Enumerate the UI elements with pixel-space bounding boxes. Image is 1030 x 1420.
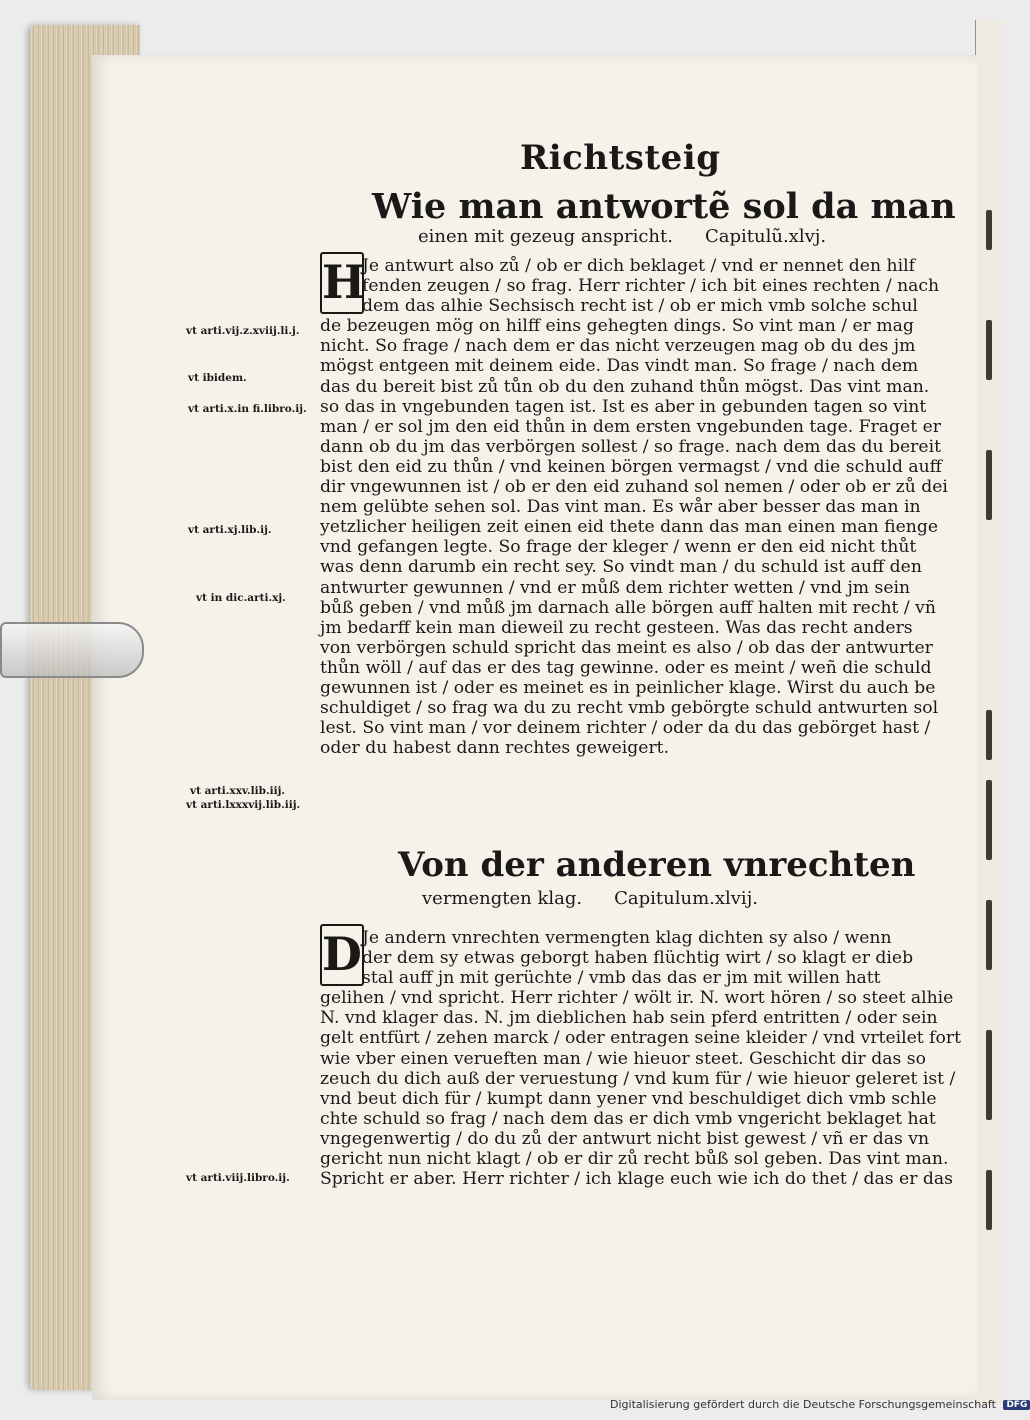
text-line: fenden zeugen / so frag. Herr richter / ich bit eines rechten / nach xyxy=(362,276,940,297)
text-line: dem das alhie Sechsisch recht ist / ob er mich vmb solche schul xyxy=(362,296,918,317)
text-line: lest. So vint man / vor deinem richter / oder da du das gebörget hast / xyxy=(320,718,931,739)
text-line: dann ob du jm das verbörgen sollest / so frage. nach dem das du bereit xyxy=(320,436,941,457)
dfg-logo: DFG xyxy=(1003,1400,1030,1410)
text-line: vngegenwertig / do du zů der antwurt nicht bist gewest / vñ er das vn xyxy=(320,1128,930,1149)
text-line: chte schuld so frag / nach dem das er dich vmb vngericht beklaget hat xyxy=(320,1108,936,1129)
chapter-46-subtitle-text: einen mit gezeug anspricht. xyxy=(418,226,673,247)
text-line: wie vber einen verueften man / wie hieuor steet. Geschicht dir das so xyxy=(320,1048,926,1069)
text-line: bůß geben / vnd můß jm darnach alle börgen auff halten mit recht / vñ xyxy=(320,597,936,618)
text-line: stal auff jn mit gerüchte / vmb das das er jm mit willen hatt xyxy=(362,968,881,989)
text-line: vnd gefangen legte. So frage der kleger / wenn er den eid nicht thůt xyxy=(320,537,917,558)
text-line: so das in vngebunden tagen ist. Ist es aber in gebunden tagen so vint xyxy=(320,396,927,417)
text-line: dir vngewunnen ist / ob er den eid zuhand sol nemen / oder ob er zů dei xyxy=(320,477,948,498)
chapter-47-subtitle-text: vermengten klag. xyxy=(422,888,583,909)
digitization-footer xyxy=(610,1398,1030,1411)
margin-note: vt arti.lxxxvij.lib.iij. xyxy=(186,799,301,811)
text-line: mögst entgeen mit deinem eide. Das vindt man. So frage / nach dem xyxy=(320,356,919,377)
text-line: antwurter gewunnen / vnd er můß dem richter wetten / vnd jm sein xyxy=(320,577,911,598)
text-line: man / er sol jm den eid thůn in dem ersten vngebunden tage. Fraget er xyxy=(320,416,941,437)
margin-note: vt ibidem. xyxy=(188,372,247,384)
text-line: schuldiget / so frag wa du zu recht vmb gebörgte schuld antwurten sol xyxy=(320,698,939,719)
chapter-46-initial: H xyxy=(320,252,364,314)
text-line: Je antwurt also zů / ob er dich beklaget / vnd er nennet den hilf xyxy=(362,256,915,276)
text-line: bist den eid zu thůn / vnd keinen börgen vermagst / vnd die schuld auff xyxy=(320,456,942,477)
text-line: gelihen / vnd spricht. Herr richter / wölt ir. N. wort hören / so steet alhie xyxy=(320,988,954,1009)
margin-note: vt arti.xxv.lib.iij. xyxy=(190,785,286,797)
footer-text: Digitalisierung gefördert durch die Deutsche Forschungsgemeinschaft xyxy=(610,1398,996,1411)
chapter-46-number: Capitulũ.xlvj. xyxy=(704,226,827,247)
chapter-46-body xyxy=(320,256,948,759)
text-line: yetzlicher heiligen zeit einen eid thete dann das man einen man fienge xyxy=(320,517,939,538)
text-line: was denn darumb ein recht sey. So vindt man / du schuld ist auff den xyxy=(320,557,922,578)
margin-note: vt arti.viij.libro.ij. xyxy=(186,1172,290,1184)
margin-note: vt in dic.arti.xj. xyxy=(196,592,286,604)
chapter-46-subtitle xyxy=(418,226,826,247)
text-line: zeuch du dich auß der veruestung / vnd kum für / wie hieuor geleret ist / xyxy=(320,1068,956,1089)
text-line: nem gelübte sehen sol. Das vint man. Es wår aber besser das man in xyxy=(320,497,921,518)
text-line: oder du habest dann rechtes geweigert. xyxy=(320,738,670,759)
chapter-47-body xyxy=(320,928,961,1190)
margin-note: vt arti.vij.z.xviij.li.j. xyxy=(186,325,300,337)
text-line: N. vnd klager das. N. jm dieblichen hab sein pferd entritten / oder sein xyxy=(320,1008,938,1029)
text-line: de bezeugen mög on hilff eins gehegten dings. So vint man / er mag xyxy=(320,316,914,337)
margin-note: vt arti.x.in fi.libro.ij. xyxy=(188,403,307,415)
chapter-47-title: Von der anderen vnrechten xyxy=(398,845,916,885)
text-line: nicht. So frage / nach dem er das nicht verzeugen mag ob du des jm xyxy=(320,336,916,357)
text-line: Je andern vnrechten vermengten klag dichten sy also / wenn xyxy=(362,928,892,948)
facing-page-edge xyxy=(975,20,1001,1405)
page-clip xyxy=(0,622,144,678)
text-line: gewunnen ist / oder es meinet es in peinlicher klage. Wirst du auch be xyxy=(320,677,936,698)
text-line: vnd beut dich für / kumpt dann yener vnd beschuldiget dich vmb schle xyxy=(320,1088,937,1109)
chapter-47-number: Capitulum.xlvij. xyxy=(614,888,758,909)
running-head: Richtsteig xyxy=(520,138,721,178)
text-line: der dem sy etwas geborgt haben flüchtig wirt / so klagt er dieb xyxy=(362,948,914,969)
margin-note: vt arti.xj.lib.ij. xyxy=(188,524,272,536)
chapter-46-title: Wie man antwortẽ sol da man xyxy=(372,186,956,227)
chapter-47-subtitle xyxy=(422,888,758,909)
text-line: thůn wöll / auf das er des tag gewinne. oder es meint / weñ die schuld xyxy=(320,657,932,678)
chapter-47-initial: D xyxy=(320,924,364,986)
text-line: Spricht er aber. Herr richter / ich klage euch wie ich do thet / das er das xyxy=(320,1169,953,1190)
text-line: gelt entfürt / zehen marck / oder entragen seine kleider / vnd vrteilet fort xyxy=(320,1028,961,1049)
text-line: von verbörgen schuld spricht das meint es also / ob das der antwurter xyxy=(320,637,933,658)
text-line: das du bereit bist zů tůn ob du den zuhand thůn mögst. Das vint man. xyxy=(320,376,930,397)
text-line: gericht nun nicht klagt / ob er dir zů recht bůß sol geben. Das vint man. xyxy=(320,1149,949,1170)
text-line: jm bedarff kein man dieweil zu recht gesteen. Was das recht anders xyxy=(320,617,913,638)
